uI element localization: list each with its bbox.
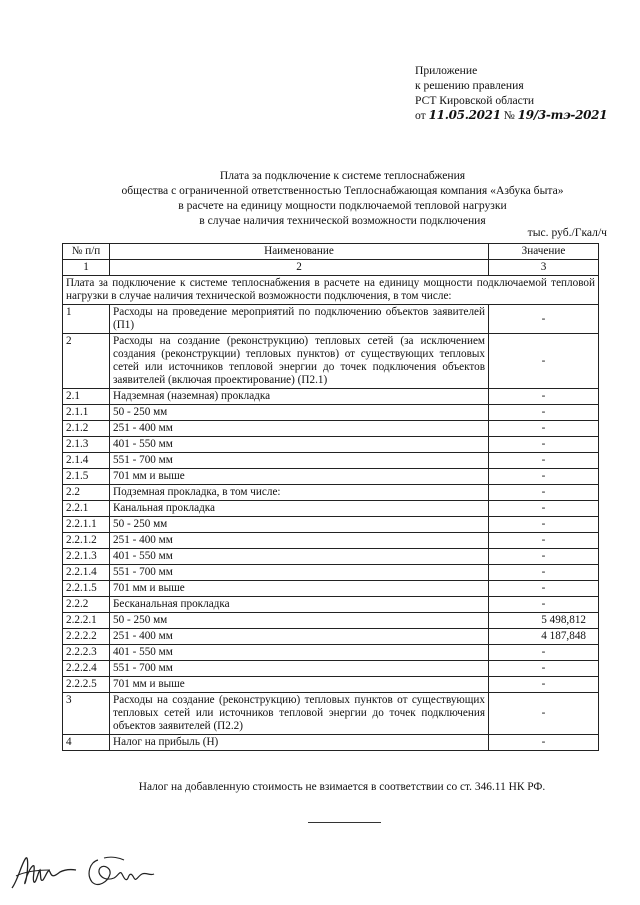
table-header-row	[63, 244, 599, 260]
table-row	[63, 334, 599, 389]
row-num: 2.1.4	[63, 453, 110, 469]
row-num: 4	[63, 735, 110, 751]
header-num: № п/п	[63, 244, 110, 260]
appendix-block	[415, 63, 607, 123]
row-value: -	[489, 693, 599, 735]
separator-line	[308, 822, 381, 823]
table-row	[63, 661, 599, 677]
row-name: 251 - 400 мм	[110, 533, 489, 549]
row-num: 2.2.2.4	[63, 661, 110, 677]
row-num: 2.2.2.2	[63, 629, 110, 645]
document-title	[60, 168, 625, 228]
table-row	[63, 469, 599, 485]
table-row	[63, 677, 599, 693]
row-value: -	[489, 645, 599, 661]
row-num: 2.2.2.1	[63, 613, 110, 629]
row-value: -	[489, 549, 599, 565]
row-name: 50 - 250 мм	[110, 405, 489, 421]
row-name: 50 - 250 мм	[110, 613, 489, 629]
row-num: 2.2.2	[63, 597, 110, 613]
table-row	[63, 389, 599, 405]
row-num: 3	[63, 693, 110, 735]
table-row	[63, 629, 599, 645]
row-num: 2.1.2	[63, 421, 110, 437]
table-row	[63, 305, 599, 334]
row-value: -	[489, 533, 599, 549]
row-value: -	[489, 469, 599, 485]
row-value: -	[489, 735, 599, 751]
row-value: -	[489, 453, 599, 469]
row-name: 551 - 700 мм	[110, 453, 489, 469]
row-value: -	[489, 305, 599, 334]
row-name: 551 - 700 мм	[110, 661, 489, 677]
row-value: -	[489, 389, 599, 405]
row-name: Расходы на проведение мероприятий по подключению объектов заявителей (П1)	[110, 305, 489, 334]
row-name: 251 - 400 мм	[110, 629, 489, 645]
header-value: Значение	[489, 244, 599, 260]
row-name: Расходы на создание (реконструкцию) тепловых пунктов от существующих тепловых сетей или источников тепловой энергии до точек подключения объектов заявителей (П2.2)	[110, 693, 489, 735]
column-number-2: 2	[110, 260, 489, 276]
row-value: -	[489, 677, 599, 693]
appendix-line-1: Приложение	[415, 64, 478, 77]
row-num: 2.1.3	[63, 437, 110, 453]
row-num: 2.2.1.5	[63, 581, 110, 597]
row-num: 2.2	[63, 485, 110, 501]
table-row	[63, 565, 599, 581]
table-row	[63, 437, 599, 453]
table-row	[63, 421, 599, 437]
row-num: 2.2.1	[63, 501, 110, 517]
table-row	[63, 735, 599, 751]
number-prefix: №	[503, 109, 515, 122]
date-prefix: от	[415, 109, 426, 122]
row-num: 2	[63, 334, 110, 389]
table-row	[63, 405, 599, 421]
row-name: Надземная (наземная) прокладка	[110, 389, 489, 405]
handwritten-date: 11.05.2021	[428, 108, 501, 122]
table-row	[63, 533, 599, 549]
appendix-date-line	[415, 108, 607, 123]
row-num: 2.2.1.1	[63, 517, 110, 533]
row-value: -	[489, 517, 599, 533]
row-num: 2.2.1.3	[63, 549, 110, 565]
fee-table-body	[63, 244, 599, 751]
row-name: Расходы на создание (реконструкцию) тепловых сетей (за исключением создания (реконструкции) тепловых пунктов) от существующих тепловых сетей или источников тепловой энергии до точек подключения объектов заявителей (включая проектирование) (П2.1)	[110, 334, 489, 389]
title-line-2: общества с ограниченной ответственностью Теплоснабжающая компания «Азбука быта»	[121, 184, 564, 197]
row-name: 251 - 400 мм	[110, 421, 489, 437]
table-row	[63, 453, 599, 469]
row-name: 701 мм и выше	[110, 677, 489, 693]
row-name: Канальная прокладка	[110, 501, 489, 517]
row-name: 701 мм и выше	[110, 581, 489, 597]
intro-text: Плата за подключение к системе теплоснабжения в расчете на единицу мощности подключаемой тепловой нагрузки в случае наличия технической возможности подключения, в том числе:	[63, 276, 599, 305]
row-value: -	[489, 581, 599, 597]
row-value: -	[489, 421, 599, 437]
table-row	[63, 613, 599, 629]
row-name: 701 мм и выше	[110, 469, 489, 485]
table-row	[63, 517, 599, 533]
row-value: -	[489, 501, 599, 517]
table-row	[63, 645, 599, 661]
row-name: 551 - 700 мм	[110, 565, 489, 581]
table-row	[63, 501, 599, 517]
row-num: 2.1.5	[63, 469, 110, 485]
signature-1	[10, 852, 82, 892]
row-num: 1	[63, 305, 110, 334]
title-line-3: в расчете на единицу мощности подключаемой тепловой нагрузки	[178, 199, 507, 212]
header-name: Наименование	[110, 244, 489, 260]
table-row	[63, 597, 599, 613]
row-name: 401 - 550 мм	[110, 645, 489, 661]
row-num: 2.1	[63, 389, 110, 405]
row-num: 2.2.2.3	[63, 645, 110, 661]
row-name: Бесканальная прокладка	[110, 597, 489, 613]
handwritten-number: 19/3-тэ-2021	[517, 108, 608, 122]
units-label: тыс. руб./Гкал/ч	[527, 226, 607, 239]
row-num: 2.2.1.2	[63, 533, 110, 549]
row-name: Подземная прокладка, в том числе:	[110, 485, 489, 501]
row-value: -	[489, 405, 599, 421]
row-value: -	[489, 437, 599, 453]
table-row	[63, 549, 599, 565]
row-value: -	[489, 661, 599, 677]
row-name: 50 - 250 мм	[110, 517, 489, 533]
table-row	[63, 693, 599, 735]
title-line-4: в случае наличия технической возможности подключения	[199, 214, 486, 227]
column-number-1: 1	[63, 260, 110, 276]
row-name: 401 - 550 мм	[110, 437, 489, 453]
intro-row	[63, 276, 599, 305]
row-num: 2.2.2.5	[63, 677, 110, 693]
row-value: -	[489, 334, 599, 389]
table-row	[63, 581, 599, 597]
row-value: -	[489, 565, 599, 581]
appendix-line-2: к решению правления	[415, 79, 524, 92]
row-value: 4 187,848	[489, 629, 599, 645]
row-value: -	[489, 485, 599, 501]
table-column-number-row	[63, 260, 599, 276]
fee-table	[62, 243, 599, 751]
table-row	[63, 485, 599, 501]
row-name: Налог на прибыль (Н)	[110, 735, 489, 751]
row-value: 5 498,812	[489, 613, 599, 629]
appendix-line-3: РСТ Кировской области	[415, 94, 535, 107]
row-value: -	[489, 597, 599, 613]
title-line-1: Плата за подключение к системе теплоснабжения	[219, 169, 466, 182]
signature-2	[84, 852, 164, 892]
vat-footnote: Налог на добавленную стоимость не взимается в соответствии со ст. 346.11 НК РФ.	[138, 781, 546, 793]
row-num: 2.1.1	[63, 405, 110, 421]
row-name: 401 - 550 мм	[110, 549, 489, 565]
row-num: 2.2.1.4	[63, 565, 110, 581]
column-number-3: 3	[489, 260, 599, 276]
